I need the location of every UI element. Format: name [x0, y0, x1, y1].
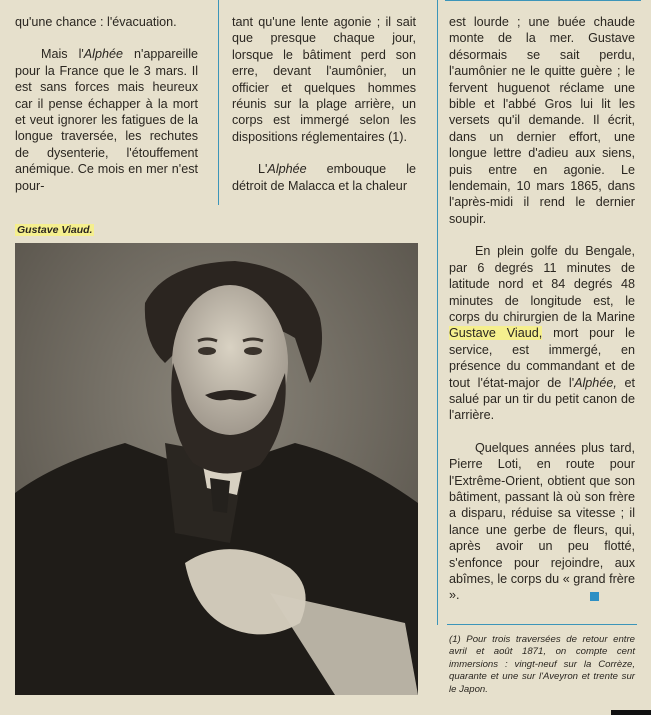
- portrait-photo: [15, 243, 418, 695]
- column-rule-1: [218, 0, 219, 205]
- ship-name: Alphée,: [574, 375, 617, 390]
- column-rule-2: [437, 0, 438, 625]
- footnote: (1) Pour trois traversées de retour entre avril et août 1871, on compte cent immersions : vingt-neuf sur la Corrèze, quarante et une sur l'Aveyron et trente sur le Japon.: [449, 634, 635, 695]
- ship-name: Alphée: [267, 162, 307, 177]
- page-edge-mark: [611, 710, 651, 715]
- col3-paragraph-3: Quelques années plus tard, Pierre Loti, en route pour l'Extrême-Orient, obtient que son bâtiment, passant là où son frère a disparu, réduise sa vitesse ; il lance une gerbe de fleurs, qui, après avoir un peu flotté, s'enfonce pour rejoindre, aux abîmes, le corps du « grand frère ».: [449, 440, 635, 603]
- col2-paragraph-2: L'Alphée embouque le détroit de Malacca et la chaleur: [232, 162, 416, 193]
- photo-caption: Gustave Viaud.: [17, 224, 93, 236]
- footnote-rule: [447, 624, 637, 625]
- col3-paragraph-2: En plein golfe du Bengale, par 6 degrés 11 minutes de latitude nord et 84 degrés 48 minutes de longitude est, le corps du chirurgien de la Marine Gustave Viaud, mort pour le service, est immergé, en présence du commandant et de tout l'état-major de l'Alphée, et salué par un tir du petit canon de l'arrière.: [449, 244, 635, 423]
- end-of-article-mark: [590, 592, 599, 601]
- portrait-illustration: [15, 243, 418, 695]
- column-1: [15, 14, 198, 194]
- column-3: [449, 14, 635, 604]
- column-2: [232, 14, 416, 194]
- ship-name: Alphée: [83, 47, 123, 62]
- col2-paragraph-1: tant qu'une lente agonie ; il sait que presque chaque jour, lorsque le bâtiment perd son erre, devant l'aumônier, un officier et quelques hommes réunis sur la plage arrière, un corps est immergé selon les dispositions réglementaires (1).: [232, 15, 416, 144]
- col1-paragraph-2: Mais l'Alphée n'appareille pour la France que le 3 mars. Il est sans forces mais heureux car il pense échapper à la mort et veut ignorer les fatigues de la longue traversée, les rechutes de dysenterie, l'étouffement anémique. Ce mois en mer n'est pour-: [15, 47, 198, 193]
- col1-paragraph-1: qu'une chance : l'évacuation.: [15, 15, 177, 29]
- highlighted-name: Gustave Viaud,: [449, 326, 543, 341]
- top-rule: [445, 0, 641, 1]
- col3-paragraph-1: est lourde ; une buée chaude monte de la mer. Gustave désormais se sait perdu, l'aumônier ne le quitte guère ; le fervent huguenot réclame une bible et l'abbé Gros lui lit les versets qu'il demande. Il écrit, dans un dernier effort, une longue lettre d'adieu aux siens, puis entre en agonie. Le lendemain, 10 mars 1865, dans l'après-midi il rend le dernier soupir.: [449, 15, 635, 226]
